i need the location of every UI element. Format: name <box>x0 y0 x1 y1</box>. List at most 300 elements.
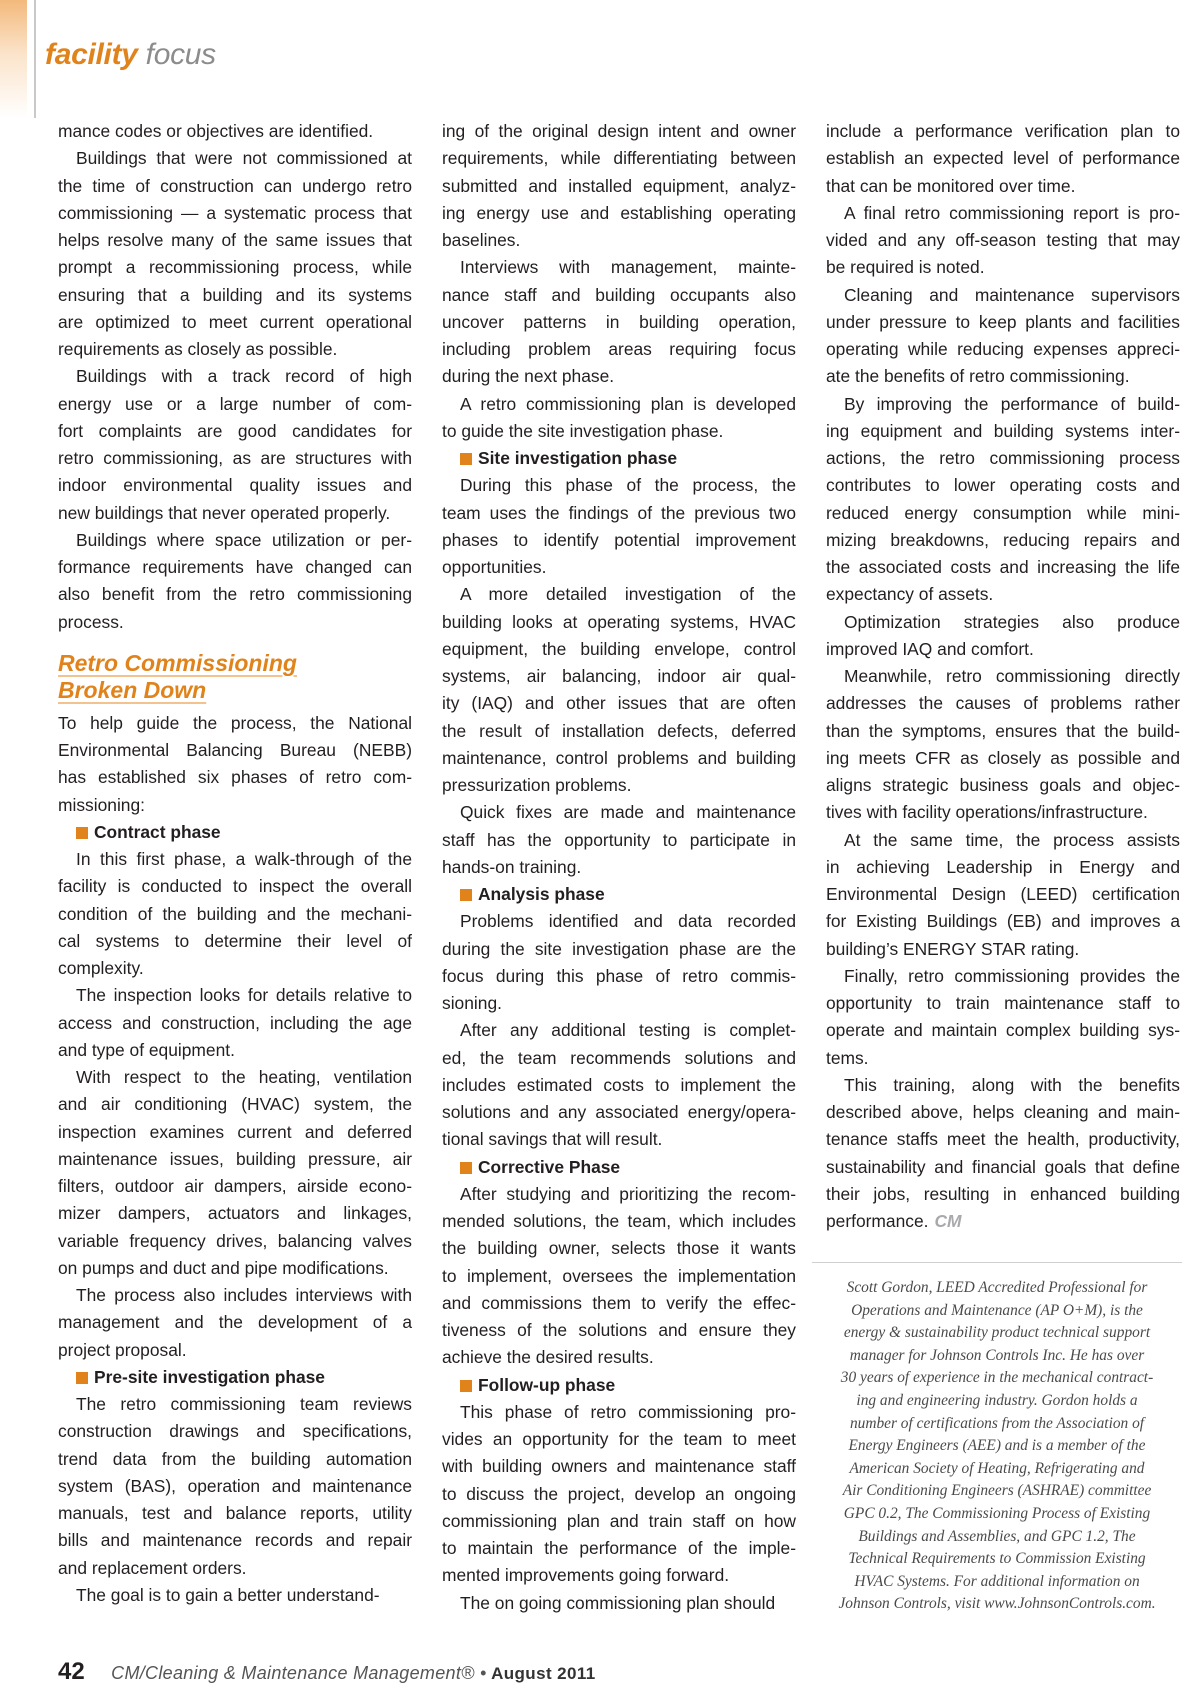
body-text: inspection examines current and deferred <box>58 1121 412 1142</box>
body-text: Problems identified and data recorded <box>460 911 796 932</box>
body-text: Environmental Balancing Bureau (NEBB) <box>58 740 412 760</box>
body-text-line <box>826 854 1180 881</box>
body-text-line <box>826 690 1180 717</box>
body-text-line <box>826 772 1180 799</box>
body-text-line <box>442 1045 796 1072</box>
bio-line: 30 years of experience in the mechanical contract- <box>840 1369 1154 1387</box>
body-text: focus during this phase of retro commis- <box>442 965 796 986</box>
body-text-line <box>58 418 412 445</box>
body-text-line <box>442 1481 796 1508</box>
publication-title: CM/Cleaning & Maintenance Management® • <box>111 1663 487 1683</box>
body-text: opportunities. <box>442 557 547 577</box>
body-text: Buildings where space utilization or per- <box>76 529 412 550</box>
body-text: formance requirements have changed can <box>58 557 412 577</box>
body-text-line <box>442 1072 796 1099</box>
body-text-line <box>442 527 796 554</box>
body-text-line <box>442 173 796 200</box>
body-text-line <box>58 1391 412 1418</box>
body-text-line <box>826 309 1180 336</box>
phase-subheading-text: Corrective Phase <box>478 1156 621 1177</box>
body-text-line <box>826 391 1180 418</box>
body-text-line <box>58 873 412 900</box>
body-text-line <box>442 1426 796 1453</box>
body-text: during the site investigation phase are the <box>442 938 796 959</box>
body-text-line <box>826 200 1180 227</box>
body-text-line <box>442 636 796 663</box>
section-header-focus: focus <box>137 38 216 71</box>
body-text: the time of construction can undergo retro <box>58 175 412 196</box>
body-text: improved IAQ and comfort. <box>826 638 1034 659</box>
body-text: includes estimated costs to implement the <box>442 1074 796 1095</box>
body-text: tems. <box>826 1047 869 1068</box>
body-text-line <box>58 1282 412 1309</box>
article-column-3 <box>826 118 1180 1235</box>
body-text-line <box>826 881 1180 908</box>
page-number: 42 <box>58 1658 85 1685</box>
body-text-line <box>442 1590 796 1617</box>
body-text-line <box>58 1200 412 1227</box>
body-text-line <box>58 1337 412 1364</box>
body-text-line <box>442 936 796 963</box>
body-text: Finally, retro commissioning provides the <box>844 965 1180 986</box>
body-text-line <box>826 936 1180 963</box>
body-text: and type of equipment. <box>58 1039 235 1060</box>
section-header <box>45 38 216 72</box>
body-text-line <box>442 990 796 1017</box>
body-text-line <box>826 282 1180 309</box>
body-text: A more detailed investigation of the <box>460 584 796 605</box>
body-text: mizer dampers, actuators and linkages, <box>58 1203 412 1224</box>
body-text: The retro commissioning team reviews <box>76 1394 412 1414</box>
body-text: during the next phase. <box>442 366 615 387</box>
body-text: performance. <box>826 1211 929 1231</box>
section-heading-line: Retro Commissioning <box>58 649 297 676</box>
phase-subheading <box>58 1364 412 1391</box>
section-heading-line: Broken Down <box>58 676 207 703</box>
orange-square-bullet-icon <box>76 827 88 839</box>
body-text-line <box>442 827 796 854</box>
phase-subheading <box>442 445 796 472</box>
body-text-line <box>442 472 796 499</box>
body-text: ity (IAQ) and other issues that are often <box>442 693 796 714</box>
body-text-line <box>826 363 1180 390</box>
body-text: solutions and any associated energy/opera- <box>442 1102 796 1122</box>
body-text-line <box>58 254 412 281</box>
body-text-line <box>442 1263 796 1290</box>
body-text: tives with facility operations/infrastructure. <box>826 802 1148 823</box>
body-text-line <box>58 581 412 608</box>
body-text-line <box>826 663 1180 690</box>
body-text-line <box>442 1290 796 1317</box>
body-text: reduced energy consumption while mini- <box>826 502 1180 523</box>
body-text: mizing breakdowns, reducing repairs and <box>826 529 1180 550</box>
body-text: filters, outdoor air dampers, airside econo- <box>58 1176 412 1196</box>
bio-line: Scott Gordon, LEED Accredited Professional for <box>846 1279 1148 1296</box>
page-footer <box>58 1658 596 1686</box>
body-text-line <box>442 418 796 445</box>
body-text: ed, the team recommends solutions and <box>442 1047 796 1068</box>
body-text: that can be monitored over time. <box>826 175 1076 196</box>
body-text: under pressure to keep plants and facilities <box>826 311 1180 332</box>
body-text: including problem areas requiring focus <box>442 339 796 359</box>
issue-date: August 2011 <box>491 1664 596 1683</box>
body-text-line <box>442 1453 796 1480</box>
body-text-line <box>58 1500 412 1527</box>
body-text-line <box>442 609 796 636</box>
body-text-line <box>826 554 1180 581</box>
body-text-line <box>826 718 1180 745</box>
body-text: operate and maintain complex building sys- <box>826 1020 1180 1041</box>
body-text: To help guide the process, the National <box>58 712 412 733</box>
body-text-line <box>442 1508 796 1535</box>
body-text: facility is conducted to inspect the overall <box>58 876 412 897</box>
body-text: access and construction, including the age <box>58 1012 412 1033</box>
bio-line: American Society of Heating, Refrigerating and <box>849 1459 1145 1477</box>
body-text-line <box>58 901 412 928</box>
body-text-line <box>826 1126 1180 1153</box>
phase-subheading <box>442 881 796 908</box>
phase-subheading <box>58 819 412 846</box>
body-text: tenance staffs meet the health, productivity, <box>826 1129 1180 1150</box>
body-text: are optimized to meet current operational <box>58 311 412 332</box>
body-text: building looks at operating systems, HVAC <box>442 611 796 632</box>
body-text: has established six phases of retro com- <box>58 767 412 788</box>
body-text: nance staff and building occupants also <box>442 284 796 305</box>
body-text-line <box>58 1473 412 1500</box>
body-text: Environmental Design (LEED) certification <box>826 884 1180 904</box>
body-text-line <box>826 527 1180 554</box>
body-text: energy use or a large number of com- <box>58 393 412 414</box>
body-text: The process also includes interviews with <box>76 1285 412 1305</box>
body-text-line <box>442 309 796 336</box>
body-text: vided and any off-season testing that may <box>826 230 1180 250</box>
body-text-line <box>826 145 1180 172</box>
body-text: fort complaints are good candidates for <box>58 420 412 441</box>
body-text-line <box>58 928 412 955</box>
body-text: actions, the retro commissioning process <box>826 448 1180 468</box>
body-text-line <box>58 1146 412 1173</box>
body-text: and replacement orders. <box>58 1557 247 1578</box>
body-text: hands-on training. <box>442 856 582 877</box>
orange-square-bullet-icon <box>76 1372 88 1384</box>
body-text: to guide the site investigation phase. <box>442 420 724 441</box>
body-text-line <box>442 1399 796 1426</box>
body-text-line <box>826 1181 1180 1208</box>
body-text: Interviews with management, mainte- <box>460 257 796 278</box>
body-text-line <box>826 799 1180 826</box>
body-text-line <box>58 363 412 390</box>
body-text-line <box>826 990 1180 1017</box>
body-text: Buildings that were not commissioned at <box>76 148 412 169</box>
body-text: tional savings that will result. <box>442 1129 663 1150</box>
phase-subheading-text: Analysis phase <box>478 884 605 904</box>
body-text-line <box>442 745 796 772</box>
body-text-line <box>442 554 796 581</box>
body-text-line <box>442 1017 796 1044</box>
body-text: sioning. <box>442 993 502 1013</box>
body-text-line <box>58 710 412 737</box>
bio-line: Technical Requirements to Commission Existing <box>848 1550 1146 1568</box>
body-text-line <box>442 581 796 608</box>
body-text-line <box>58 445 412 472</box>
body-text-line <box>58 309 412 336</box>
body-text-line <box>442 1562 796 1589</box>
body-text-line <box>58 282 412 309</box>
body-text-line <box>442 1126 796 1153</box>
body-text: Optimization strategies also produce <box>844 611 1180 632</box>
body-text: in achieving Leadership in Energy and <box>826 856 1180 877</box>
body-text: condition of the building and the mechani- <box>58 903 412 924</box>
body-text-line <box>442 254 796 281</box>
body-text: retro commissioning, as are structures with <box>58 448 412 468</box>
body-text-line <box>58 1064 412 1091</box>
body-text-line <box>826 227 1180 254</box>
body-text: system (BAS), operation and maintenance <box>58 1475 412 1496</box>
body-text: trend data from the building automation <box>58 1448 412 1469</box>
body-text-line <box>826 118 1180 145</box>
body-text-line <box>826 1154 1180 1181</box>
body-text-line <box>58 554 412 581</box>
body-text: staff has the opportunity to participate in <box>442 829 796 850</box>
phase-subheading <box>442 1372 796 1399</box>
body-text: pressurization problems. <box>442 775 632 795</box>
body-text: requirements as closely as possible. <box>58 339 338 359</box>
body-text: maintenance, control problems and building <box>442 747 796 768</box>
body-text-line <box>442 854 796 881</box>
phase-subheading-text: Contract phase <box>94 821 221 842</box>
body-text: manuals, test and balance reports, utility <box>58 1503 412 1523</box>
body-text-line <box>826 1099 1180 1126</box>
body-text: Meanwhile, retro commissioning directly <box>844 666 1180 686</box>
body-text: The on going commissioning plan should <box>460 1592 776 1613</box>
body-text: commissioning — a systematic process that <box>58 202 412 223</box>
body-text: After studying and prioritizing the recom- <box>460 1183 796 1204</box>
bio-line: number of certifications from the Association of <box>849 1414 1145 1432</box>
body-text-line <box>58 1037 412 1064</box>
body-text-line <box>826 827 1180 854</box>
body-text-line <box>58 1309 412 1336</box>
body-text: construction drawings and specifications, <box>58 1421 412 1442</box>
body-text-line <box>58 792 412 819</box>
body-text-line <box>58 1173 412 1200</box>
body-text: With respect to the heating, ventilation <box>76 1067 412 1087</box>
body-text-line <box>826 908 1180 935</box>
body-text: the associated costs and increasing the life <box>826 557 1180 577</box>
body-text-line <box>442 718 796 745</box>
body-text-line <box>442 1344 796 1371</box>
body-text: and air conditioning (HVAC) system, the <box>58 1094 412 1115</box>
body-text: new buildings that never operated properly. <box>58 502 391 523</box>
bio-line: ing and engineering industry. Gordon holds a <box>856 1391 1138 1409</box>
body-text-line <box>826 609 1180 636</box>
body-text-line <box>442 363 796 390</box>
body-text: indoor environmental quality issues and <box>58 475 412 496</box>
body-text-line <box>826 636 1180 663</box>
body-text: ing equipment and building systems inter- <box>826 420 1180 441</box>
body-text-line <box>442 772 796 799</box>
body-text: team uses the findings of the previous two <box>442 502 796 523</box>
body-text-line <box>58 955 412 982</box>
body-text-line <box>826 173 1180 200</box>
body-text: In this first phase, a walk-through of the <box>76 849 412 869</box>
body-text-line <box>442 908 796 935</box>
body-text-line <box>58 336 412 363</box>
bio-line: energy & sustainability product technical support <box>843 1324 1151 1342</box>
body-text: complexity. <box>58 958 144 978</box>
body-text-line <box>58 1418 412 1445</box>
body-text: on pumps and duct and pipe modifications. <box>58 1257 389 1278</box>
bio-line: manager for Johnson Controls Inc. He has over <box>849 1346 1145 1364</box>
body-text: project proposal. <box>58 1339 187 1360</box>
body-text-line <box>442 500 796 527</box>
body-text-line <box>58 764 412 791</box>
body-text-line <box>58 1255 412 1282</box>
bio-line: Buildings and Assemblies, and GPC 1.2, The <box>858 1527 1136 1545</box>
body-text-line <box>58 1228 412 1255</box>
body-text-line <box>58 472 412 499</box>
body-text: uncover patterns in building operation, <box>442 311 796 332</box>
body-text: helps resolve many of the same issues that <box>58 230 412 250</box>
phase-subheading-text: Site investigation phase <box>478 448 678 468</box>
body-text-line <box>58 737 412 764</box>
body-text-line <box>442 282 796 309</box>
body-text-line <box>442 799 796 826</box>
phase-subheading-text: Pre-site investigation phase <box>94 1366 325 1387</box>
body-text-line <box>826 500 1180 527</box>
body-text: bills and maintenance records and repair <box>58 1530 412 1551</box>
corner-accent-bar <box>0 0 27 118</box>
orange-square-bullet-icon <box>460 453 472 465</box>
bio-line: GPC 0.2, The Commissioning Process of Existing <box>843 1504 1151 1522</box>
body-text: the building owner, selects those it wants <box>442 1238 796 1259</box>
body-text: with building owners and maintenance staff <box>442 1456 796 1477</box>
body-text-line <box>442 200 796 227</box>
body-text: prompt a recommissioning process, while <box>58 257 412 278</box>
bio-line: Johnson Controls, visit www.JohnsonControls.com. <box>838 1595 1156 1613</box>
body-text: operating while reducing expenses appreci- <box>826 339 1180 359</box>
body-text-line <box>826 418 1180 445</box>
body-text: phases to identify potential improvement <box>442 529 796 550</box>
body-text-line <box>826 1017 1180 1044</box>
body-text-line <box>826 1208 1180 1235</box>
body-text-line <box>58 227 412 254</box>
body-text: systems, air balancing, indoor air qual- <box>442 666 796 686</box>
body-text: maintenance issues, building pressure, air <box>58 1148 412 1169</box>
body-text: baselines. <box>442 230 521 250</box>
body-text: equipment, the building envelope, control <box>442 638 796 659</box>
body-text: ensuring that a building and its systems <box>58 284 412 305</box>
bio-line: HVAC Systems. For additional information on <box>854 1572 1140 1590</box>
body-text: and commissions them to verify the effec- <box>442 1292 796 1313</box>
body-text-line <box>826 254 1180 281</box>
body-text-line <box>58 200 412 227</box>
body-text-line <box>442 227 796 254</box>
corner-vertical-rule <box>34 0 36 118</box>
body-text-line <box>58 173 412 200</box>
body-text: to discuss the project, develop an ongoing <box>442 1483 796 1504</box>
body-text: their jobs, resulting in enhanced building <box>826 1183 1180 1204</box>
bio-divider <box>812 1262 1182 1263</box>
bio-line: Operations and Maintenance (AP O+M), is the <box>851 1301 1143 1319</box>
body-text-line <box>58 118 412 145</box>
article-column-2 <box>442 118 796 1617</box>
bio-line: Energy Engineers (AEE) and is a member of the <box>848 1437 1146 1455</box>
body-text: missioning: <box>58 794 145 815</box>
body-text: to maintain the performance of the imple- <box>442 1538 796 1558</box>
body-text: variable frequency drives, balancing valves <box>58 1230 412 1251</box>
body-text: described above, helps cleaning and main- <box>826 1102 1180 1122</box>
body-text: Quick fixes are made and maintenance <box>460 802 796 823</box>
body-text: include a performance verification plan to <box>826 121 1180 141</box>
body-text: The goal is to gain a better understand- <box>76 1584 380 1605</box>
body-text: commissioning plan and train staff on how <box>442 1510 796 1531</box>
body-text-line <box>58 1119 412 1146</box>
body-text: requirements, while differentiating between <box>442 148 796 169</box>
body-text: contributes to lower operating costs and <box>826 475 1180 496</box>
body-text-line <box>442 1235 796 1262</box>
body-text: This phase of retro commissioning pro- <box>460 1401 796 1422</box>
body-text: ate the benefits of retro commissioning. <box>826 366 1130 387</box>
body-text: than the symptoms, ensures that the build- <box>826 720 1180 741</box>
body-text: addresses the causes of problems rather <box>826 693 1180 714</box>
body-text: establish an expected level of performance <box>826 148 1180 169</box>
body-text: ing of the original design intent and owner <box>442 121 796 141</box>
body-text: be required is noted. <box>826 257 985 278</box>
body-text-line <box>442 118 796 145</box>
body-text: A final retro commissioning report is pro- <box>844 202 1180 223</box>
body-text: to implement, oversees the implementation <box>442 1265 796 1286</box>
body-text-line <box>58 500 412 527</box>
body-text: achieve the desired results. <box>442 1347 654 1368</box>
author-bio <box>812 1277 1182 1616</box>
body-text-line <box>442 145 796 172</box>
body-text-line <box>58 609 412 636</box>
bio-line: Air Conditioning Engineers (ASHRAE) committee <box>842 1482 1152 1500</box>
body-text-line <box>442 963 796 990</box>
body-text-line <box>826 581 1180 608</box>
body-text-line <box>442 1181 796 1208</box>
body-text-line <box>58 1091 412 1118</box>
body-text-line <box>826 336 1180 363</box>
body-text: expectancy of assets. <box>826 584 994 605</box>
body-text-line <box>442 690 796 717</box>
body-text-line <box>442 1208 796 1235</box>
body-text-line <box>58 1446 412 1473</box>
body-text: mented improvements going forward. <box>442 1565 730 1586</box>
body-text-line <box>58 145 412 172</box>
body-text-line <box>442 663 796 690</box>
phase-subheading <box>442 1154 796 1181</box>
body-text: The inspection looks for details relative to <box>76 985 412 1006</box>
orange-square-bullet-icon <box>460 1380 472 1392</box>
end-mark-logo: CM <box>934 1211 962 1231</box>
section-heading <box>58 650 412 704</box>
body-text-line <box>58 982 412 1009</box>
body-text: Buildings with a track record of high <box>76 366 412 387</box>
body-text-line <box>442 336 796 363</box>
body-text-line <box>826 472 1180 499</box>
phase-subheading-text: Follow-up phase <box>478 1374 616 1395</box>
body-text-line <box>826 745 1180 772</box>
body-text-line <box>58 846 412 873</box>
body-text: opportunity to train maintenance staff to <box>826 993 1180 1013</box>
article-column-1 <box>58 118 412 1609</box>
body-text: A retro commissioning plan is developed <box>460 393 796 414</box>
body-text-line <box>442 1535 796 1562</box>
body-text: submitted and installed equipment, analyz- <box>442 175 796 196</box>
body-text: management and the development of a <box>58 1312 412 1333</box>
body-text-line <box>826 1045 1180 1072</box>
